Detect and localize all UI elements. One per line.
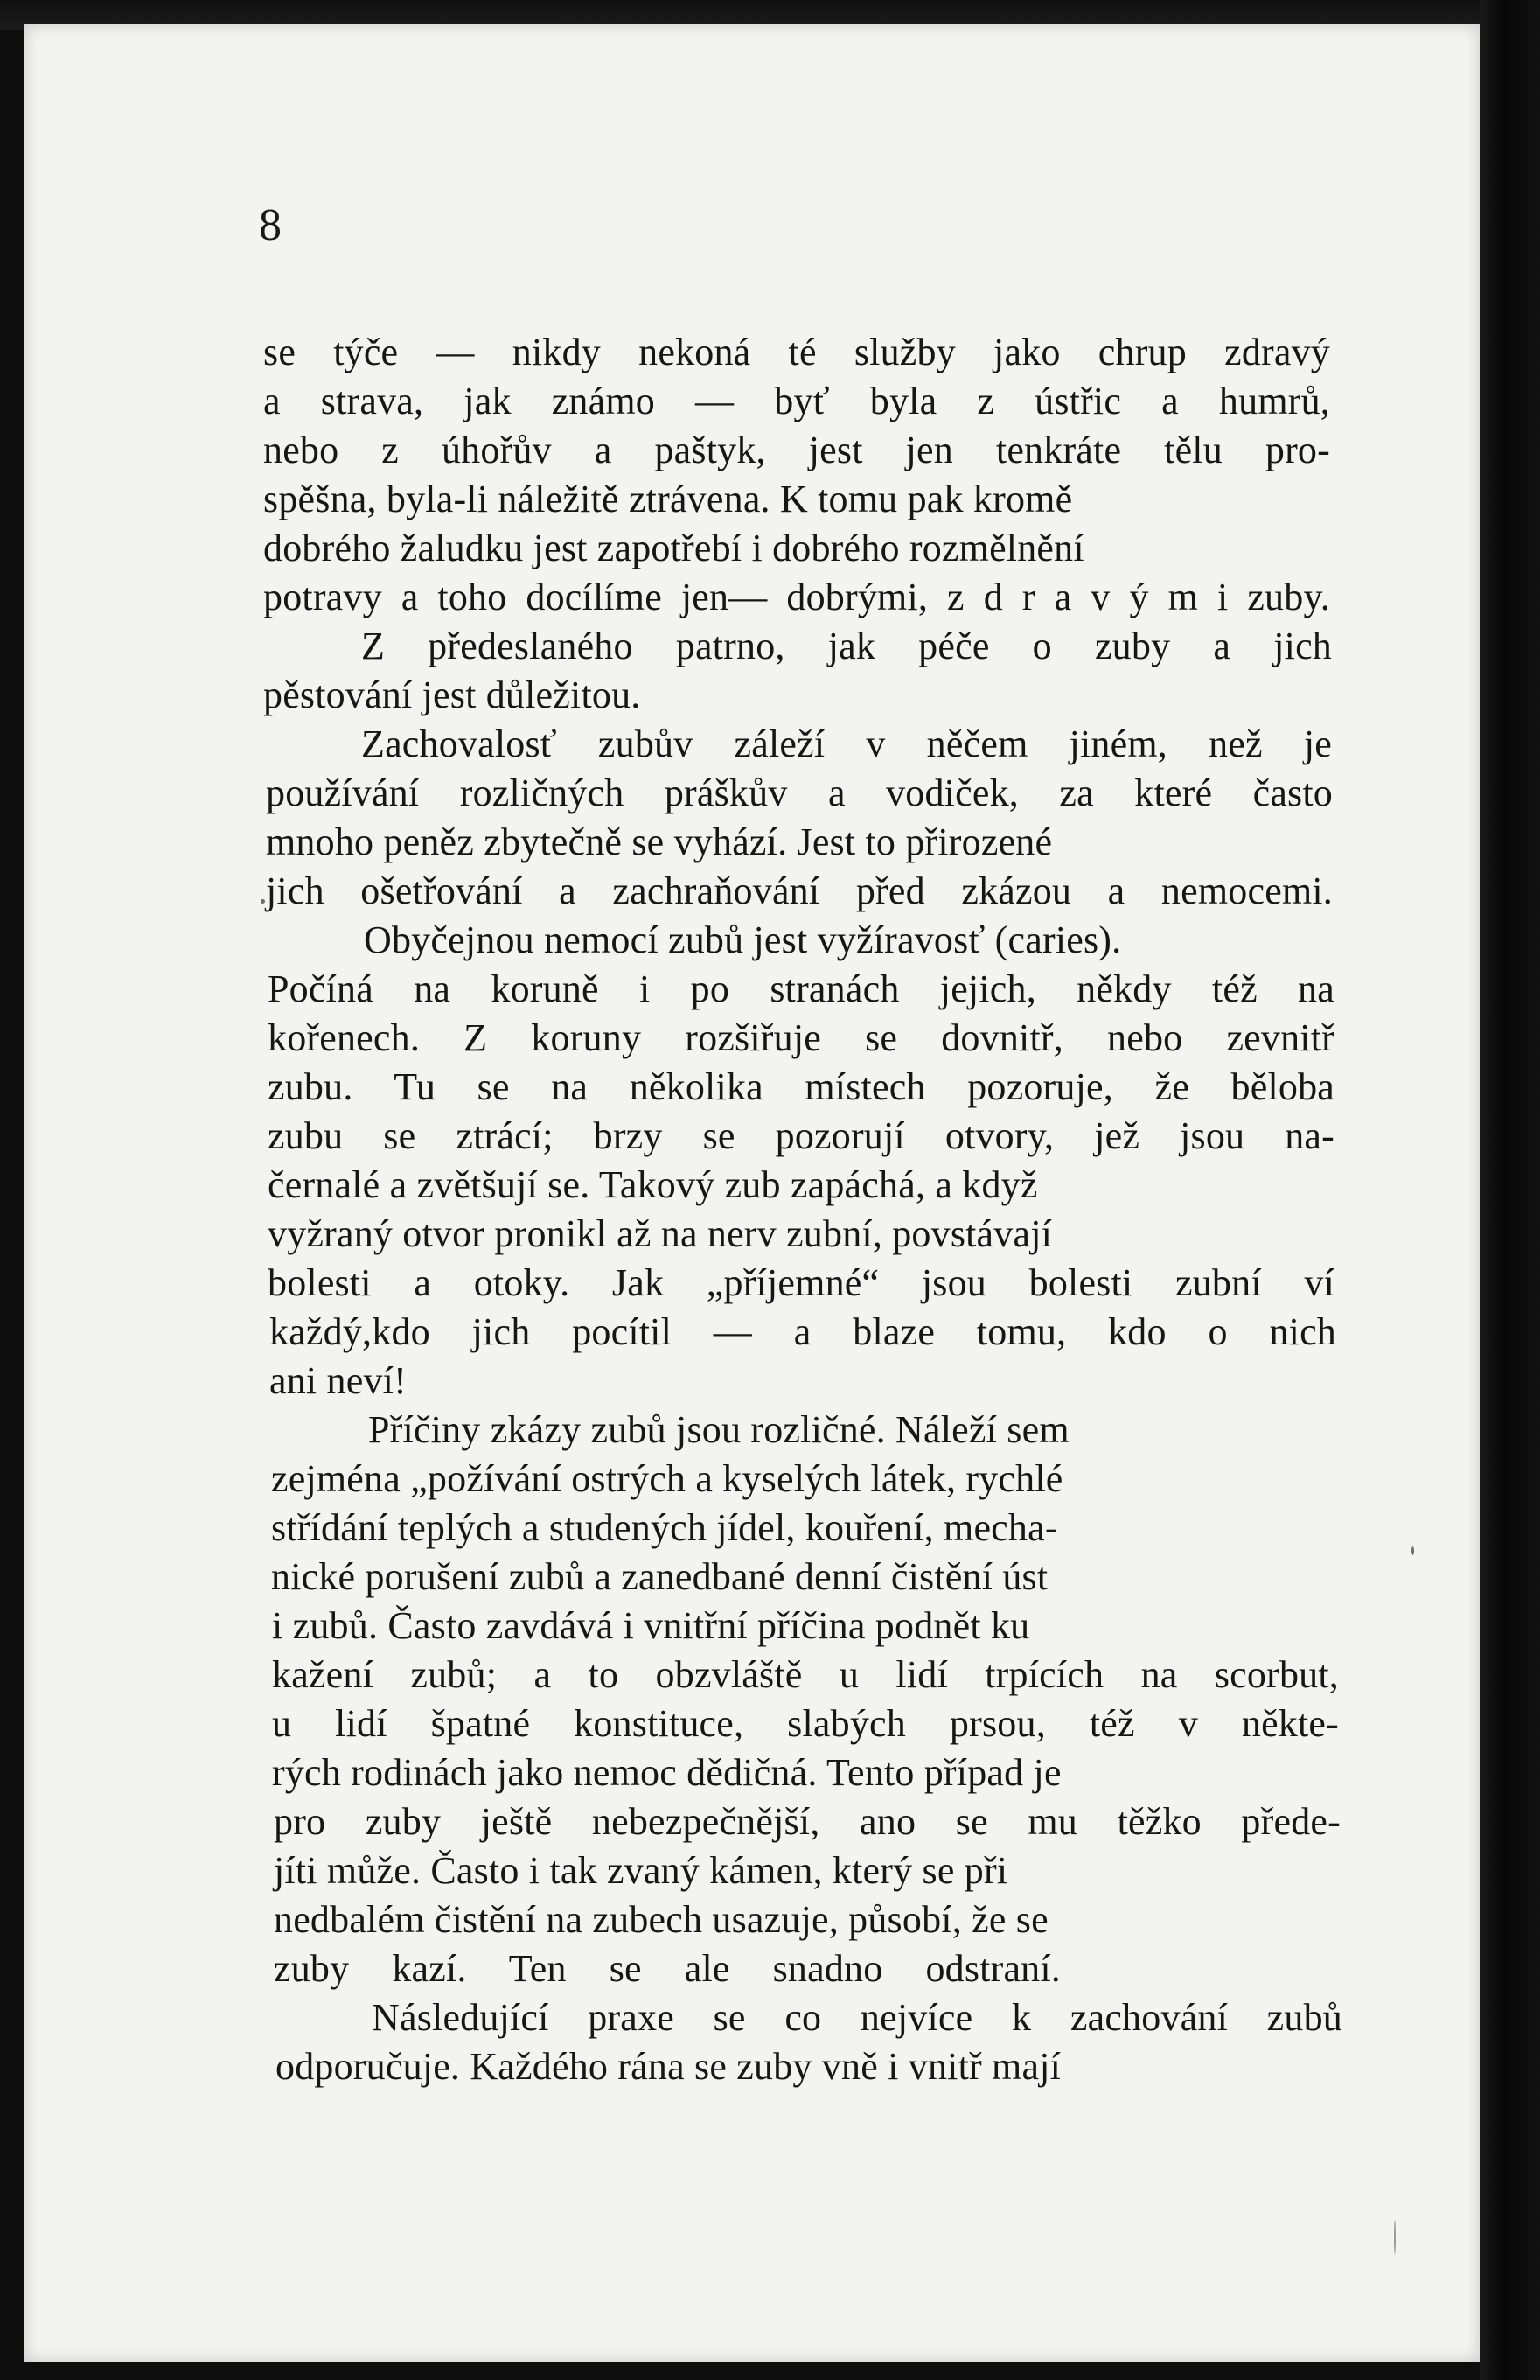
text-line: se týče — nikdy nekoná té služby jako chrup zdravý (263, 331, 1330, 373)
text-line: nedbalém čistění na zubech usazuje, působí, že se (274, 1898, 1049, 1941)
paper-speck (261, 899, 265, 904)
body-text (24, 328, 1480, 2088)
text-line: vyžraný otvor pronikl až na nerv zubní, povstávají (268, 1212, 1053, 1255)
text-line: každý,kdo jich pocítil — a blaze tomu, kdo o nich (269, 1310, 1336, 1353)
book-page (24, 24, 1480, 2362)
text-line: a strava, jak známo — byť byla z ústřic a humrů, (263, 380, 1330, 422)
text-line: odporučuje. Každého rána se zuby vně i vnitř mají (275, 2045, 1062, 2088)
text-line: u lidí špatné konstituce, slabých prsou, též v někte- (272, 1702, 1339, 1745)
text-line: Zachovalosť zubův záleží v něčem jiném, než je (361, 722, 1332, 765)
text-line: i zubů. Často zavdává i vnitřní příčina podnět ku (272, 1604, 1030, 1647)
text-line: kažení zubů; a to obzvláště u lidí trpících na scorbut, (272, 1653, 1339, 1696)
page-number: 8 (259, 200, 282, 250)
text-line: bolesti a otoky. Jak „příjemné“ jsou bolesti zubní ví (268, 1261, 1334, 1304)
text-line: nické porušení zubů a zanedbané denní čistění úst (271, 1555, 1049, 1598)
text-line: Příčiny zkázy zubů jsou rozličné. Náleží sem (368, 1408, 1070, 1451)
text-line: nebo z úhořův a paštyk, jest jen tenkráte tělu pro- (263, 429, 1330, 471)
text-line: jich ošetřování a zachraňování před zkázou a nemocemi. (266, 869, 1333, 912)
text-line: Počíná na koruně i po stranách jejich, někdy též na (268, 967, 1334, 1010)
page-edge-right (1480, 0, 1540, 2380)
text-line: Následující praxe se co nejvíce k zachování zubů (372, 1996, 1342, 2039)
text-line: střídání teplých a studených jídel, kouření, mecha- (271, 1506, 1058, 1549)
paper-speck (1411, 1546, 1414, 1555)
text-line: používání rozličných práškův a vodiček, za které často (266, 771, 1333, 814)
text-line: zejména „požívání ostrých a kyselých látek, rychlé (271, 1457, 1063, 1500)
text-line: pro zuby ještě nebezpečnější, ano se mu těžko přede- (274, 1800, 1341, 1843)
text-line: Z předeslaného patrno, jak péče o zuby a jich (361, 625, 1332, 667)
text-line: jíti může. Často i tak zvaný kámen, který se při (274, 1849, 1008, 1892)
text-line: zubu. Tu se na několika místech pozoruje, že běloba (268, 1065, 1334, 1108)
text-line: ani neví! (269, 1359, 407, 1402)
text-line: dobrého žaludku jest zapotřebí i dobrého rozmělnění (263, 527, 1084, 569)
text-line: pěstování jest důležitou. (263, 674, 641, 716)
text-line: zubu se ztrácí; brzy se pozorují otvory, jež jsou na- (268, 1114, 1334, 1157)
text-line: zuby kazí. Ten se ale snadno odstraní. (274, 1947, 1061, 1990)
text-line: mnoho peněz zbytečně se vyhází. Jest to přirozené (266, 820, 1053, 863)
text-line: potravy a toho docílíme jen— dobrými, z d r a v ý m i zuby. (263, 576, 1330, 618)
text-line: černalé a zvětšují se. Takový zub zapáchá, a když (268, 1163, 1038, 1206)
paper-speck (1394, 2220, 1396, 2255)
text-line: Obyčejnou nemocí zubů jest vyžíravosť (caries). (364, 918, 1122, 961)
text-line: kořenech. Z koruny rozšiřuje se dovnitř, nebo zevnitř (268, 1016, 1334, 1059)
text-line: spěšna, byla-li náležitě ztrávena. K tomu pak kromě (263, 478, 1073, 520)
text-line: rých rodinách jako nemoc dědičná. Tento případ je (272, 1751, 1062, 1794)
